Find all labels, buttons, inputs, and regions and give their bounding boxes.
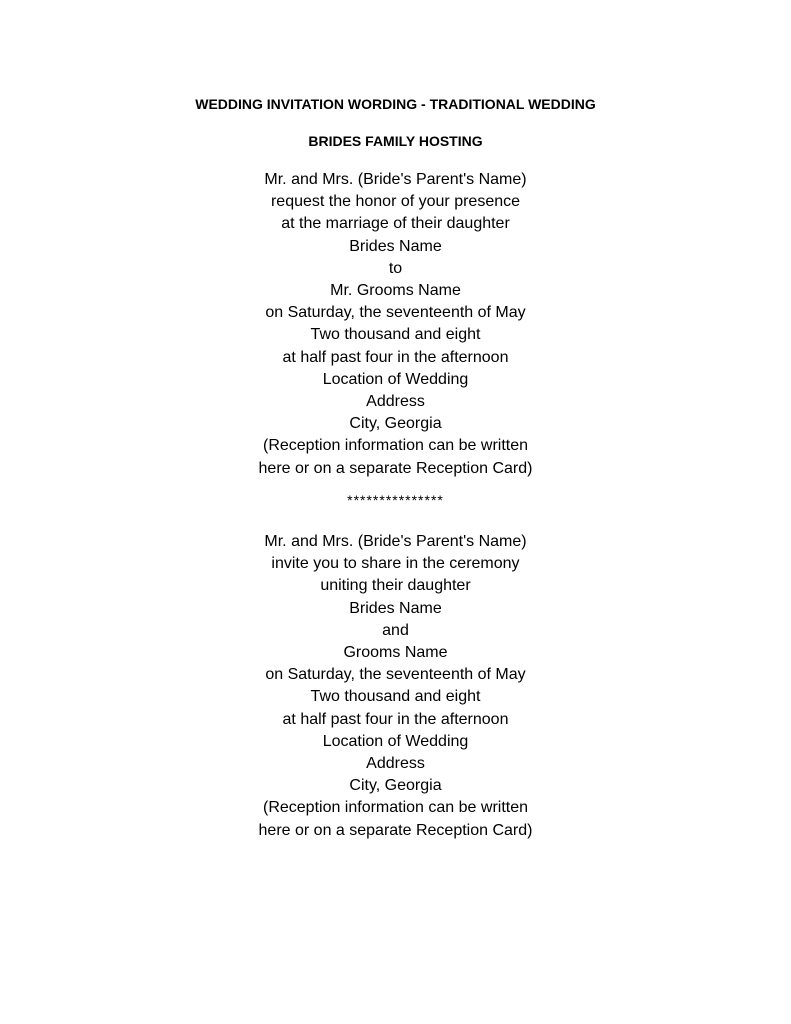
invitation-line: City, Georgia: [349, 777, 442, 795]
invitation-line: here or on a separate Reception Card): [258, 459, 533, 477]
invitation-line: (Reception information can be written: [262, 437, 529, 455]
invitation-line: on Saturday, the seventeenth of May: [265, 666, 526, 684]
document-subtitle: BRIDES FAMILY HOSTING: [308, 133, 483, 149]
invitation-wording-one: [0, 169, 791, 480]
invitation-line: Two thousand and eight: [310, 326, 481, 344]
section-separator: ***************: [347, 492, 444, 508]
invitation-line: uniting their daughter: [320, 577, 471, 595]
invitation-line: Mr. Grooms Name: [330, 282, 461, 300]
invitation-line: Location of Wedding: [322, 732, 469, 750]
invitation-wording-two: [0, 531, 791, 842]
invitation-line: Two thousand and eight: [310, 688, 481, 706]
invitation-line: invite you to share in the ceremony: [271, 555, 520, 573]
invitation-line: Address: [366, 755, 425, 773]
document-title: WEDDING INVITATION WORDING - TRADITIONAL WEDDING: [195, 96, 596, 112]
invitation-line: to: [388, 259, 403, 277]
invitation-line: at half past four in the afternoon: [282, 710, 509, 728]
invitation-line: City, Georgia: [349, 415, 442, 433]
invitation-line: Location of Wedding: [322, 370, 469, 388]
invitation-line: on Saturday, the seventeenth of May: [265, 304, 526, 322]
invitation-line: (Reception information can be written: [262, 799, 529, 817]
invitation-line: and: [382, 621, 409, 639]
invitation-line: here or on a separate Reception Card): [258, 821, 533, 839]
invitation-line: request the honor of your presence: [270, 193, 521, 211]
invitation-line: Brides Name: [349, 237, 442, 255]
invitation-line: Brides Name: [349, 599, 442, 617]
invitation-line: at half past four in the afternoon: [282, 348, 509, 366]
invitation-line: Mr. and Mrs. (Bride's Parent's Name): [264, 533, 527, 550]
invitation-line: at the marriage of their daughter: [281, 215, 510, 233]
invitation-line: Grooms Name: [343, 644, 448, 662]
invitation-line: Address: [366, 393, 425, 411]
invitation-line: Mr. and Mrs. (Bride's Parent's Name): [264, 171, 527, 188]
